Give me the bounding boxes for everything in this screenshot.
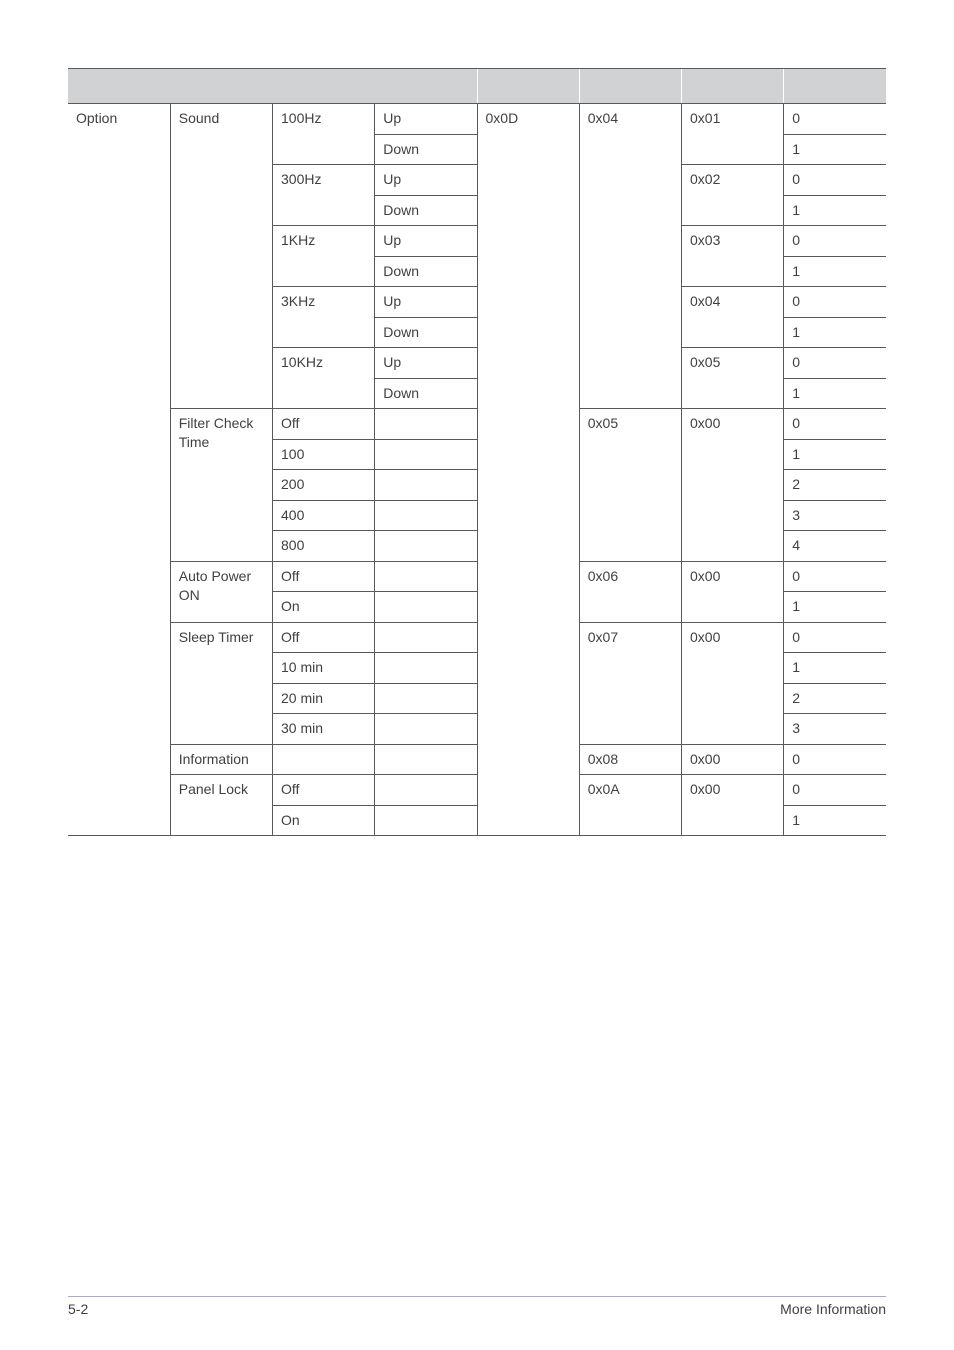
table-cell [273,622,375,653]
table-cell [375,165,477,196]
cell-text: Sleep Timer [178,628,254,645]
table-cell [579,104,681,409]
cell-text: Up [383,232,402,248]
table-cell [579,561,681,622]
cell-text: 0 [792,750,801,767]
table-cell [375,348,477,379]
header-cell [477,69,579,104]
header-cell [68,69,477,104]
cell-text: Off [281,567,300,584]
table-cell [375,683,477,714]
cell-text [383,592,468,597]
table-cell [784,195,886,226]
cell-text: 0 [792,567,801,584]
cell-text: Information [178,750,249,767]
table-cell [273,744,375,775]
table-cell [170,775,272,836]
table-cell [273,409,375,440]
cell-text [383,714,468,719]
table-cell [784,500,886,531]
table-cell [273,561,375,592]
table-cell [375,378,477,409]
cell-text: 400 [281,506,305,523]
cell-text: 0x00 [690,567,721,584]
cell-text: 1 [792,140,801,157]
cell-text [383,806,468,811]
table-cell [682,226,784,287]
cell-text: 0 [792,110,801,126]
cell-text: Down [383,323,420,340]
cell-text: 0x00 [690,415,721,431]
cell-text: Up [383,293,402,309]
table-cell [784,744,886,775]
table-cell [784,287,886,318]
table-cell [682,622,784,744]
cell-text: 0x07 [587,628,619,645]
table-cell [273,775,375,806]
table-cell [784,439,886,470]
command-table [68,68,886,836]
footer-divider [68,1296,886,1297]
cell-text: Down [383,140,420,157]
cell-text: Off [281,415,300,431]
table-cell [682,104,784,165]
cell-text: 1 [792,262,801,279]
table-cell [273,287,375,348]
cell-text: 1 [792,445,801,462]
table-cell [375,287,477,318]
cell-text: 0x02 [690,171,721,187]
table-cell [784,378,886,409]
table-cell [170,622,272,744]
cell-text: 100 [281,445,305,462]
footer-section-title: More Information [780,1301,886,1317]
cell-text: Panel Lock [178,781,249,797]
table-cell [579,775,681,836]
table-cell [375,500,477,531]
table-cell [682,775,784,836]
table-cell [784,622,886,653]
table-cell [477,104,579,836]
table-cell [273,470,375,501]
cell-text: 1 [792,598,801,614]
cell-text: Filter Check Time [178,415,254,450]
table-cell [273,439,375,470]
cell-text [383,501,468,506]
cell-text [383,623,468,628]
table-cell [375,805,477,836]
cell-text: Down [383,384,420,401]
cell-text: 0x05 [690,354,721,370]
table-cell [170,744,272,775]
cell-text: 0 [792,171,801,187]
cell-text: Up [383,110,402,126]
table-cell [273,531,375,562]
cell-text: Sound [178,110,220,126]
table-cell [375,439,477,470]
cell-text: 0x0A [587,781,620,797]
table-cell [375,592,477,623]
table-cell [375,470,477,501]
table-cell [273,683,375,714]
cell-text [281,745,366,750]
table-cell [68,104,170,836]
cell-text: 3 [792,506,801,523]
table-cell [682,165,784,226]
cell-text: 0 [792,354,801,370]
cell-text: Up [383,171,402,187]
header-cell [682,69,784,104]
cell-text: 0x0D [485,110,519,126]
cell-text: 2 [792,689,801,706]
cell-text: 200 [281,476,305,492]
table-cell [375,104,477,135]
cell-text: 1 [792,384,801,401]
table-cell [170,104,272,409]
table-cell [273,653,375,684]
table-cell [273,500,375,531]
cell-text: Off [281,781,300,797]
cell-text: 2 [792,476,801,492]
table-cell [375,775,477,806]
table-cell [784,653,886,684]
header-cell [579,69,681,104]
cell-text: On [281,811,300,828]
cell-text: 0x03 [690,232,721,248]
table-cell [273,348,375,409]
table-cell [784,683,886,714]
table-cell [273,226,375,287]
cell-text [383,470,468,475]
cell-text: 0x01 [690,110,721,126]
table-cell [784,592,886,623]
table-header-row [68,69,886,104]
table-cell [579,409,681,562]
cell-text: 0 [792,781,801,797]
cell-text: 20 min [281,689,324,706]
table-cell [682,348,784,409]
table-cell [375,226,477,257]
table-cell [784,409,886,440]
table-cell [273,165,375,226]
table-cell [682,561,784,622]
cell-text: 0x00 [690,628,721,645]
cell-text [383,562,468,567]
cell-text [383,775,468,780]
cell-text: 10KHz [281,354,324,370]
cell-text: 100Hz [281,110,322,126]
cell-text: 0x00 [690,781,721,797]
cell-text: Off [281,628,300,645]
table-cell [784,531,886,562]
cell-text: 0 [792,415,801,431]
cell-text [383,745,468,750]
table-cell [784,714,886,745]
table-cell [784,317,886,348]
table-body [68,104,886,836]
table-cell [579,622,681,744]
cell-text: 0x04 [690,293,721,309]
cell-text: 1 [792,811,801,828]
table-cell [784,226,886,257]
table-cell [784,805,886,836]
cell-text: 800 [281,537,305,553]
table-cell [579,744,681,775]
page-number: 5-2 [68,1301,89,1317]
cell-text: 0 [792,628,801,645]
cell-text: Option [76,110,118,126]
table-cell [375,714,477,745]
table-cell [375,256,477,287]
table-cell [375,622,477,653]
table-row [68,104,886,135]
table-cell [375,317,477,348]
cell-text: Up [383,354,402,370]
table-cell [273,805,375,836]
cell-text: 1 [792,659,801,675]
cell-text: 3 [792,720,801,736]
table-cell [784,256,886,287]
cell-text: 0x05 [587,415,619,431]
table-cell [375,531,477,562]
cell-text: Down [383,262,420,279]
cell-text: 300Hz [281,171,322,187]
table-cell [375,134,477,165]
table-cell [273,714,375,745]
cell-text: 0 [792,293,801,309]
table-cell [273,104,375,165]
cell-text: Down [383,201,420,218]
cell-text: 30 min [281,720,324,736]
cell-text: 1 [792,323,801,340]
table-cell [375,195,477,226]
cell-text [383,440,468,445]
table-cell [784,104,886,135]
cell-text: 1 [792,201,801,218]
cell-text [383,409,468,414]
cell-text [383,531,468,536]
cell-text: 0 [792,232,801,248]
cell-text: 3KHz [281,293,316,309]
cell-text [383,684,468,689]
cell-text: 0x04 [587,110,619,126]
cell-text: 4 [792,537,801,553]
table-cell [170,561,272,622]
table-cell [682,744,784,775]
header-cell [784,69,886,104]
cell-text: 1KHz [281,232,316,248]
table-cell [375,744,477,775]
table-cell [784,134,886,165]
cell-text [383,653,468,658]
table-cell [170,409,272,562]
cell-text: 0x00 [690,750,721,767]
cell-text: 0x06 [587,567,619,584]
cell-text: On [281,598,300,614]
table-cell [375,409,477,440]
table-cell [784,775,886,806]
cell-text: 10 min [281,659,324,675]
table-cell [682,287,784,348]
table-cell [784,561,886,592]
cell-text: 0x08 [587,750,619,767]
table-cell [784,165,886,196]
table-cell [784,348,886,379]
table-cell [375,561,477,592]
table-cell [784,470,886,501]
table-cell [682,409,784,562]
table-cell [273,592,375,623]
cell-text: Auto Power ON [178,567,252,603]
table-cell [375,653,477,684]
